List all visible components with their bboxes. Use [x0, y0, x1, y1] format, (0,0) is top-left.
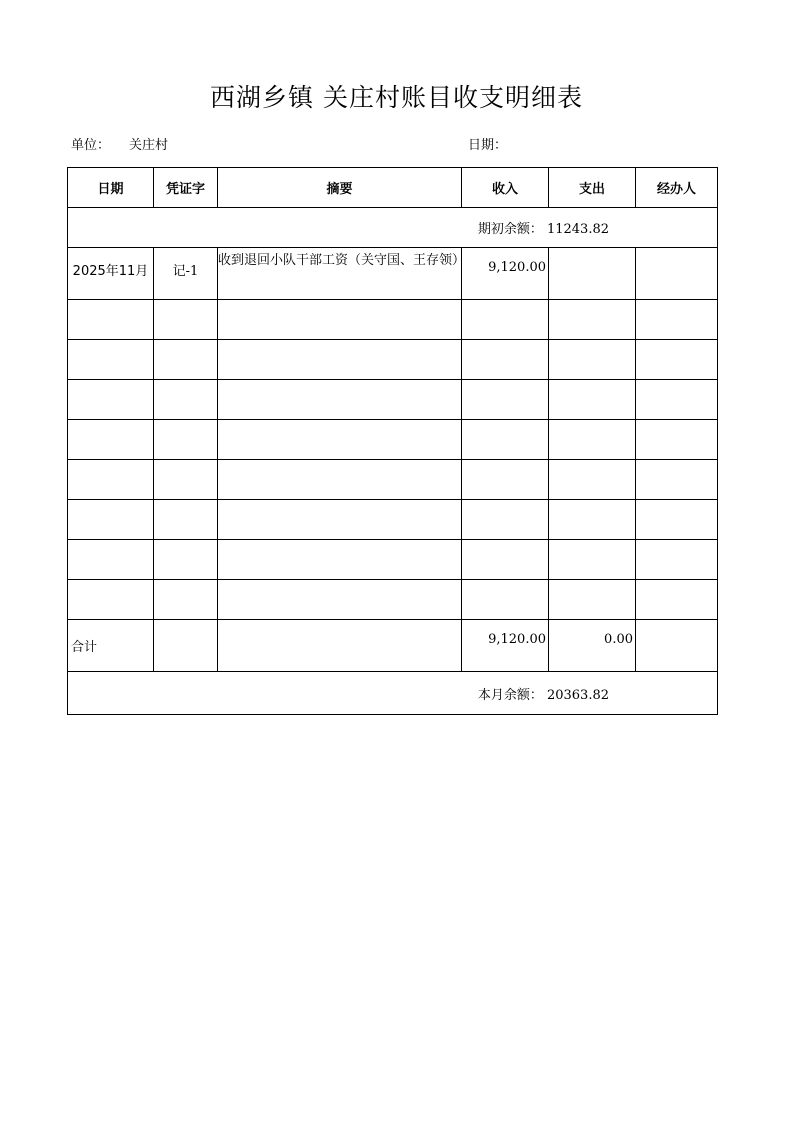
unit-label: 单位： — [71, 138, 111, 153]
cell — [462, 380, 549, 420]
entry-handler — [636, 248, 718, 300]
table-row — [68, 420, 718, 460]
cell — [218, 540, 462, 580]
table-row — [68, 300, 718, 340]
cell — [68, 580, 154, 620]
header-date: 日期 — [68, 168, 154, 208]
cell — [218, 500, 462, 540]
cell — [218, 300, 462, 340]
header-row — [68, 168, 718, 208]
closing-balance-value: 20363.82 — [546, 687, 609, 703]
unit-value: 关庄村 — [129, 138, 169, 153]
cell — [636, 380, 718, 420]
date-label: 日期： — [468, 138, 508, 153]
cell — [636, 620, 718, 672]
cell — [549, 380, 636, 420]
header-handler: 经办人 — [636, 168, 718, 208]
cell — [549, 580, 636, 620]
ledger-table — [67, 167, 718, 715]
cell — [636, 460, 718, 500]
totals-row — [68, 620, 718, 672]
cell — [68, 300, 154, 340]
cell — [218, 380, 462, 420]
cell — [462, 420, 549, 460]
cell — [154, 420, 218, 460]
cell — [154, 340, 218, 380]
cell — [218, 340, 462, 380]
totals-label: 合计 — [68, 620, 154, 672]
cell — [154, 380, 218, 420]
entry-summary: 收到退回小队干部工资（关守国、王存领） — [218, 248, 462, 300]
totals-expense: 0.00 — [549, 620, 636, 672]
header-voucher: 凭证字 — [154, 168, 218, 208]
cell — [549, 300, 636, 340]
entry-income: 9,120.00 — [462, 248, 549, 300]
cell — [68, 540, 154, 580]
cell — [154, 620, 218, 672]
cell — [636, 540, 718, 580]
entry-voucher: 记-1 — [154, 248, 218, 300]
cell — [154, 300, 218, 340]
cell — [462, 300, 549, 340]
table-row — [68, 460, 718, 500]
cell — [462, 500, 549, 540]
cell — [549, 420, 636, 460]
table-row — [68, 248, 718, 300]
cell — [549, 460, 636, 500]
header-summary: 摘要 — [218, 168, 462, 208]
cell — [218, 460, 462, 500]
cell — [154, 580, 218, 620]
closing-balance-row — [68, 672, 718, 715]
closing-balance — [68, 672, 718, 715]
cell — [636, 580, 718, 620]
cell — [154, 500, 218, 540]
cell — [68, 340, 154, 380]
cell — [218, 580, 462, 620]
cell — [549, 540, 636, 580]
table-row — [68, 500, 718, 540]
cell — [462, 460, 549, 500]
cell — [154, 460, 218, 500]
cell — [549, 340, 636, 380]
cell — [154, 540, 218, 580]
cell — [636, 420, 718, 460]
page-title: 西湖乡镇 关庄村账目收支明细表 — [210, 83, 583, 112]
cell — [68, 460, 154, 500]
opening-balance — [68, 208, 718, 248]
cell — [68, 380, 154, 420]
entry-expense — [549, 248, 636, 300]
cell — [462, 340, 549, 380]
table-row — [68, 580, 718, 620]
table-row — [68, 380, 718, 420]
header-income: 收入 — [462, 168, 549, 208]
header-expense: 支出 — [549, 168, 636, 208]
cell — [462, 580, 549, 620]
cell — [218, 420, 462, 460]
table-row — [68, 540, 718, 580]
cell — [636, 300, 718, 340]
cell — [68, 420, 154, 460]
cell — [636, 340, 718, 380]
cell — [218, 620, 462, 672]
entry-date: 2025年11月 — [68, 248, 154, 300]
cell — [549, 500, 636, 540]
cell — [68, 500, 154, 540]
opening-balance-row — [68, 208, 718, 248]
totals-income: 9,120.00 — [462, 620, 549, 672]
opening-balance-value: 11243.82 — [546, 222, 609, 237]
table-row — [68, 340, 718, 380]
cell — [636, 500, 718, 540]
closing-balance-label: 本月余额： — [477, 687, 543, 703]
opening-balance-label: 期初余额： — [477, 222, 543, 237]
cell — [462, 540, 549, 580]
